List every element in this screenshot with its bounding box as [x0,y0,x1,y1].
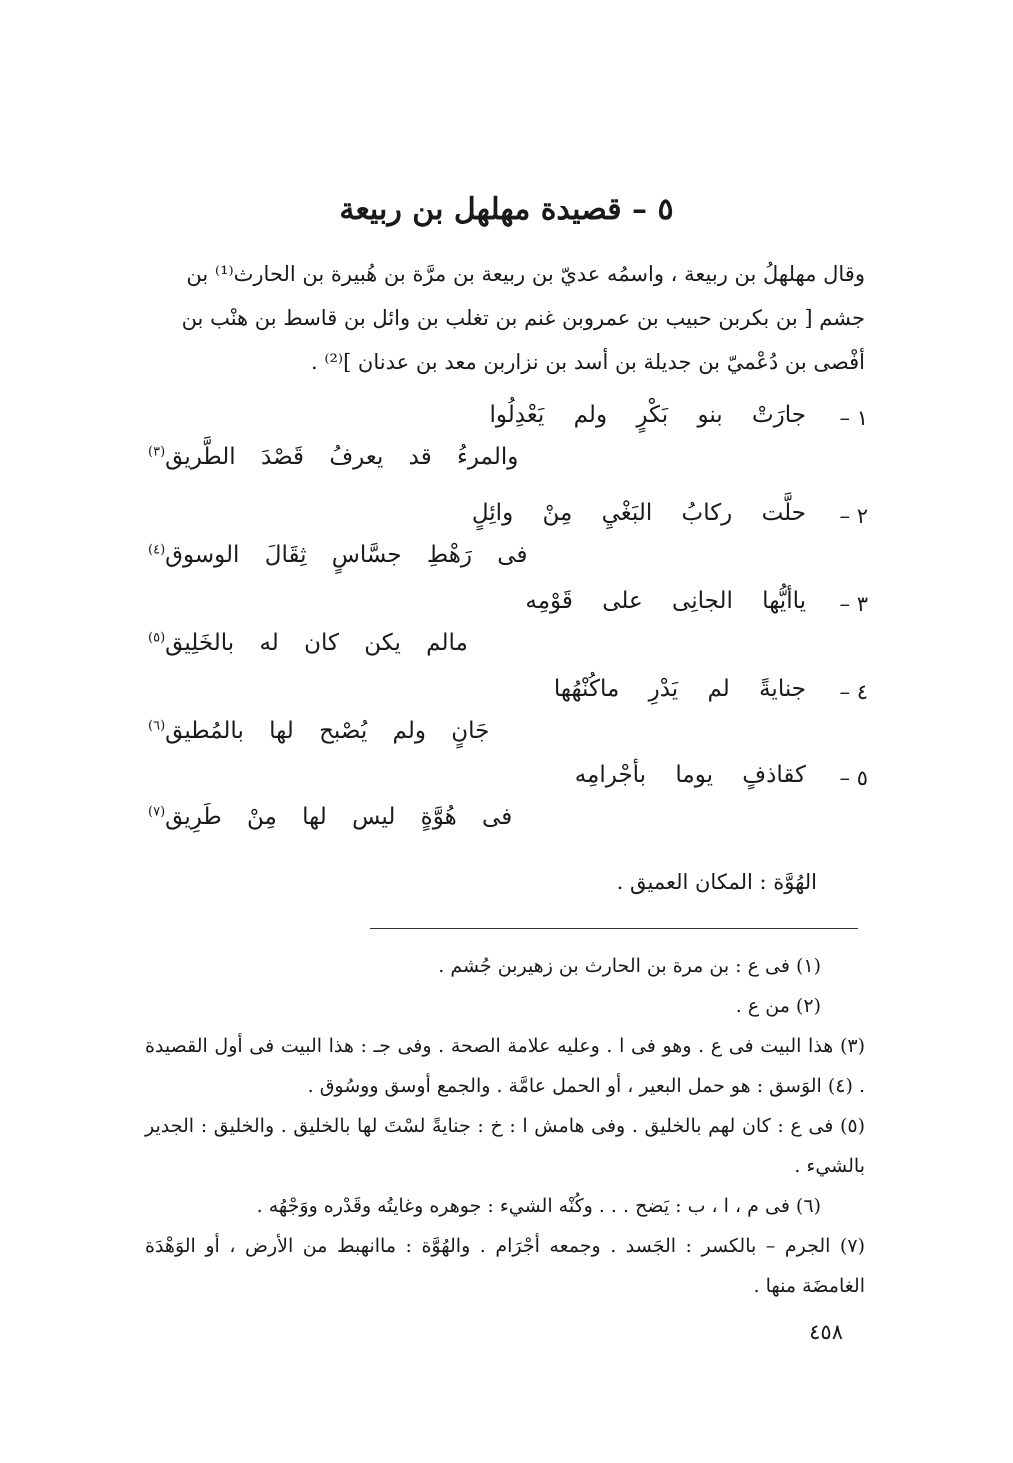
intro-paragraph [145,252,865,384]
verse-number: ٣ – [839,592,868,616]
intro-line: جشم [ بن بكربن حبيب بن عمروبن غنم بن تغلب بن وائل بن قاسط بن هنْب بن [181,306,865,330]
footnote: (١) فى ع : بن مرة بن الحارث بن زهيربن جُشم . [438,955,821,977]
verse-4 [148,676,868,756]
page-number: ٤٥٨ [809,1320,843,1344]
second-hemistich: جَانٍ ولم يُصْبح لها بالمُطيق$^{(٦)}$ [148,718,490,744]
verse-number: ٢ – [839,504,868,528]
second-hemistich: فى رَهْطِ جسَّاسٍ ثِقَالَ الوسوق$^{(٤)}$ [148,542,528,568]
verse-1 [148,402,868,482]
footnote-ref: (٧) [148,804,166,820]
footnote-ref: (٥) [148,630,166,646]
gloss-note: الهُوَّة : المكان العميق . [616,870,817,894]
footnotes [145,946,865,1306]
verse-3 [148,588,868,668]
footnote: (٢) من ع . [735,995,821,1017]
verse-2 [148,500,868,580]
verse-number: ٤ – [839,680,868,704]
first-hemistich: حلَّت ركابُ البَغْيِ مِنْ وائِلٍ [471,500,806,526]
footnote-ref: (٤) [148,542,166,558]
verse-number: ٥ – [839,766,868,790]
verse-5 [148,762,868,842]
second-hemistich: مالم يكن كان له بالخَلِيق$^{(٥)}$ [148,630,468,656]
footnote: (٣) هذا البيت فى ع . وهو فى ا . وعليه علامة الصحة . وفى جـ : هذا البيت فى أول القصيدة . (٤) الوَسق : هو حمل البعير ، أو الحمل عامَّة . والجمع أوسق ووسُوق . [145,1035,865,1097]
footnote-ref: (٣) [148,444,166,460]
first-hemistich: جارَتْ بنو بَكْرٍ ولم يَعْدِلُوا [489,402,806,428]
intro-line: أفْصى بن دُعْميّ بن جديلة بن أسد بن نزاربن معد بن عدنان ]⁽²⁾ . [310,350,865,374]
second-hemistich: والمرءُ قد يعرفُ قَصْدَ الطَّريق$^{(٣)}$ [148,444,519,470]
verse-number: ١ – [839,406,868,430]
first-hemistich: جنايةً لم يَدْرِ ماكُنْهُها [553,676,806,702]
intro-line: وقال مهلهلُ بن ربيعة ، واسمُه عديّ بن ربيعة بن مرَّة بن هُبيرة بن الحارث⁽¹⁾ بن [186,262,865,286]
footnote: (٦) فى م ، ا ، ب : يَضح . . . وكُنْه الشيء : جوهره وغايتُه وقَدْره ووَجْهُه . [256,1195,821,1217]
first-hemistich: كقاذفٍ يوما بأجْرامِه [574,762,806,788]
footnote-divider [370,928,858,929]
second-hemistich: فى هُوَّةٍ ليس لها مِنْ طَرِيق$^{(٧)}$ [148,804,513,830]
footnote-ref: (٦) [148,718,166,734]
footnote: (٥) فى ع : كان لهم بالخليق . وفى هامش ا : خ : جنايةً لسْتَ لها بالخليق . والخليق : الجدير بالشيء . [145,1115,865,1177]
first-hemistich: ياأيُّها الجانِى على قَوْمِه [525,588,806,614]
poem-title: ٥ – قصيدة مهلهل بن ربيعة [339,192,674,227]
footnote: (٧) الجرم – بالكسر : الجَسد . وجمعه أجْرَام . والهُوَّة : ماانهبط من الأرض ، أو الوَهْدَة الغامضَة منها . [145,1235,865,1297]
